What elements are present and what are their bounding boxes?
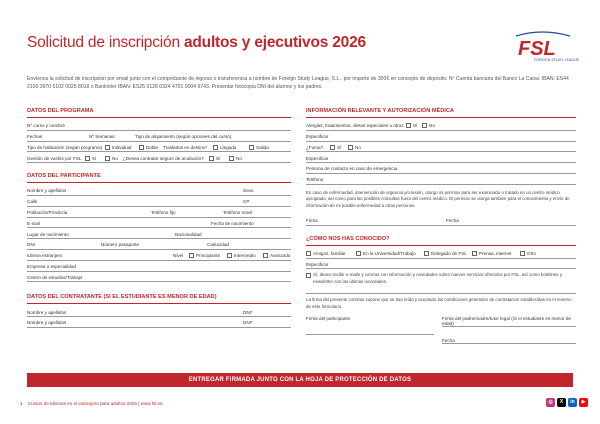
entregar-banner: ENTREGAR FIRMADA JUNTO CON LA HOJA DE PROTECCIÓN DE DATOS — [27, 373, 573, 387]
llegada-checkbox[interactable] — [213, 145, 218, 150]
delegado-checkbox[interactable] — [424, 251, 429, 256]
conocido-heading: ¿CÓMO NOS HAS CONOCIDO? — [306, 236, 576, 246]
x-icon[interactable]: X — [557, 398, 566, 407]
contacto-row[interactable]: Persona de contacto en caso de emergencia — [306, 163, 576, 174]
fsl-logo — [512, 30, 580, 64]
anul-si-checkbox[interactable] — [209, 156, 214, 161]
instagram-icon[interactable]: ◎ — [546, 398, 555, 407]
contratante-row-1[interactable]: Nombre y apellidos DNI* — [27, 306, 291, 317]
dni-row[interactable]: DNI Número pasaporte Caducidad — [27, 239, 291, 250]
medica-text: En caso de enfermedad, intervención de urgencia y/o lesión, otorgo mi permiso para ser examinado o tratado en un centro médico apropiado, así como para las posibles consultas fuera del centro médico. El permiso se otorga también para el conocimiento y envío de información de mi posible enfermedad a otras personas. — [306, 189, 570, 208]
especificar-row[interactable]: Especificar — [306, 131, 576, 142]
especificar-row-2[interactable]: Especificar — [306, 152, 576, 163]
prensa-checkbox[interactable] — [472, 251, 477, 256]
fechas-row[interactable]: Fechas Nº Semanas Tipo de alojamiento (según opciones del curso) — [27, 131, 291, 142]
firma-text: La firma del presente contrato supone que se han leído y aceptado las condiciones generales de contratación establecidas en el reverso de este formulario. — [306, 293, 576, 310]
salida-checkbox[interactable] — [249, 145, 254, 150]
alergias-no-checkbox[interactable] — [422, 123, 427, 128]
page-title: Solicitud de inscripción adultos y ejecutivos 2026 — [27, 34, 366, 51]
avanzado-checkbox[interactable] — [263, 253, 268, 258]
vuelos-si-checkbox[interactable] — [85, 156, 90, 161]
newsletter-checkbox[interactable] — [306, 273, 311, 278]
nombre-row[interactable]: Nombre y apellidos Sexo — [27, 185, 291, 196]
habitacion-row[interactable]: Tipo de habitación (según programa) Individual Doble Traslados en destino* Llegada Salida — [27, 142, 291, 153]
conocido-options-row[interactable]: Amigos, familiar En la Universidad/Trabajo Delegado de FSL Prensa, internet Otro — [306, 248, 576, 259]
email-row[interactable]: E-mail Fecha de nacimiento — [27, 218, 291, 229]
programa-heading: DATOS DEL PROGRAMA — [27, 108, 291, 118]
alergias-si-checkbox[interactable] — [406, 123, 411, 128]
medica-heading: INFORMACIÓN RELEVANTE Y AUTORIZACIÓN MÉDICA — [306, 108, 576, 118]
intro-text: Envíenos la solicitud de inscripción por email junto con el comprobante de ingreso o transferencia a nombre de Foreign Study League, S.L., por importe de 300€ en concepto de depósito. Nº Cuenta bancaria del Banco La Caixa: IBAN: ES44 2100 3970 5102 0025 8018 o Bankinter IBAN: ES25 0128 0324 4701 0004 9743. Presentar fotocopia DNI del alumno y los padres. — [27, 76, 569, 91]
medica-firma-row[interactable]: Firma Fecha — [306, 215, 576, 226]
social-icons — [546, 398, 588, 407]
left-column — [27, 108, 291, 328]
lugar-row[interactable]: Lugar de nacimiento Nacionalidad — [27, 228, 291, 239]
curso-field[interactable]: Nº curso y nombre — [27, 120, 291, 131]
empresa-row[interactable]: Empresa o especialidad — [27, 261, 291, 272]
contratante-row-2[interactable]: Nombre y apellidos DNI* — [27, 317, 291, 328]
idioma-row[interactable]: Idioma extranjero Nivel Principiante Intermedio Avanzado — [27, 250, 291, 261]
telefono-row[interactable]: Teléfono — [306, 174, 576, 185]
svg-text:FSL: FSL — [518, 38, 556, 60]
doble-checkbox[interactable] — [139, 145, 144, 150]
calle-row[interactable]: Calle CP — [27, 196, 291, 207]
footer: 1 Cursos de idiomas en el extranjero para adultos 2025 | www.fsl.es — [20, 401, 163, 406]
otro-checkbox[interactable] — [520, 251, 525, 256]
vuelos-row[interactable]: Gestión de vuelos por FSL Sí No ¿Desea contratar seguro de anulación? Sí No — [27, 152, 291, 163]
universidad-checkbox[interactable] — [356, 251, 361, 256]
vuelos-no-checkbox[interactable] — [105, 156, 110, 161]
linkedin-icon[interactable]: in — [568, 398, 577, 407]
fuma-no-checkbox[interactable] — [348, 145, 353, 150]
poblacion-row[interactable]: Población/Provincia Teléfono fijo Teléfono móvil — [27, 207, 291, 218]
newsletter-consent[interactable]: Sí, deseo recibir e-mails y correos con información y novedades sobre nuevos servicios ofrecidos por FSL, así como boletines y newsletter con las últimas novedades. — [306, 272, 576, 285]
fuma-si-checkbox[interactable] — [330, 145, 335, 150]
individual-checkbox[interactable] — [105, 145, 110, 150]
fuma-row[interactable]: ¿Fuma? Sí No — [306, 142, 576, 153]
youtube-icon[interactable]: ▶ — [579, 398, 588, 407]
alergias-row[interactable]: Alergias, tratamientos, dietas especiales u otros Sí No — [306, 120, 576, 131]
amigos-checkbox[interactable] — [306, 251, 311, 256]
anul-no-checkbox[interactable] — [229, 156, 234, 161]
right-column — [306, 108, 576, 342]
conocido-especificar-row[interactable]: Especificar — [306, 259, 576, 270]
centro-row[interactable]: Centro de estudios/Trabajo — [27, 272, 291, 283]
intermedio-checkbox[interactable] — [227, 253, 232, 258]
svg-text:FOREIGN STUDY LEAGUE: FOREIGN STUDY LEAGUE — [534, 58, 580, 62]
principiante-checkbox[interactable] — [189, 253, 194, 258]
footer-link[interactable]: Cursos de idiomas en el extranjero para adultos 2025 | www.fsl.es — [27, 401, 163, 406]
firma-area[interactable]: Firma del participante Firma del padre/madre/tutor legal (Si el estudiante es menor de edad) Fecha — [306, 310, 576, 342]
participante-heading: DATOS DEL PARTICIPANTE — [27, 173, 291, 183]
contratante-heading: DATOS DEL CONTRATANTE (SI EL ESTUDIANTE ES MENOR DE EDAD) — [27, 294, 291, 304]
